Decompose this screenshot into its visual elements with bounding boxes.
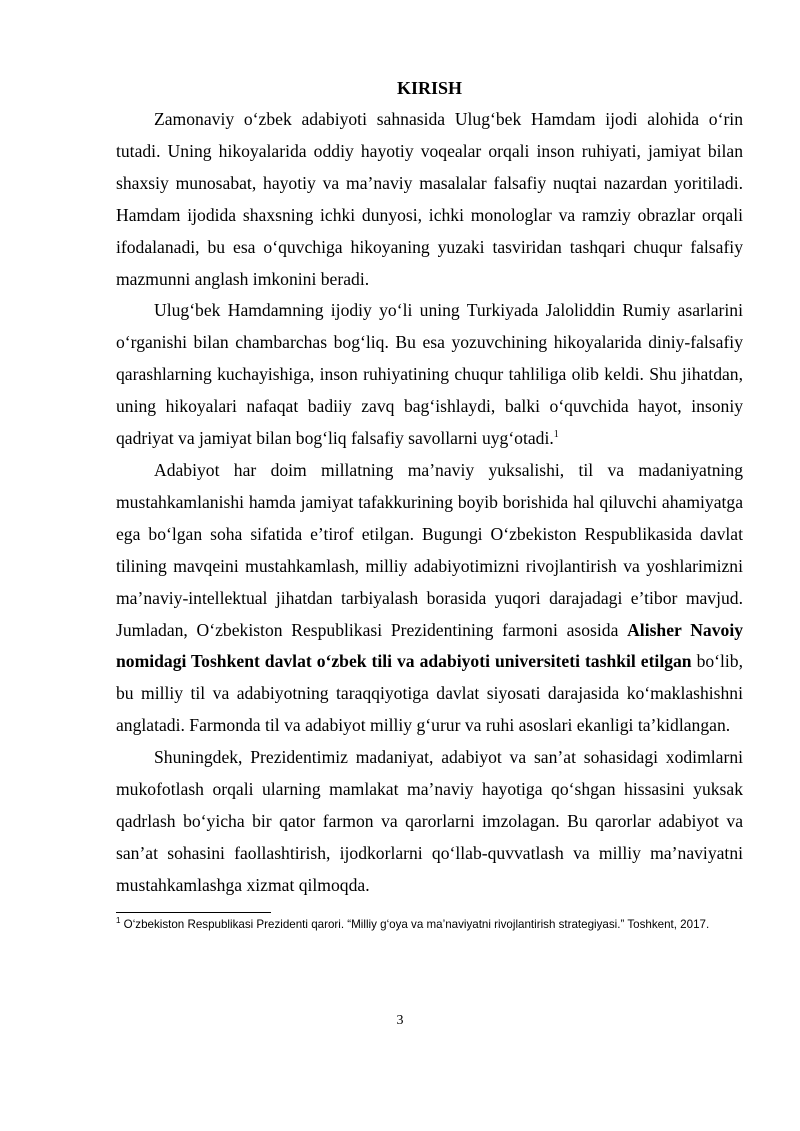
university-name-bold: Alisher Navoiy nomidagi Toshkent davlat o‘zbek tili va adabiyoti universiteti tashkil etilgan <box>116 619 744 672</box>
paragraph-2 <box>116 295 743 455</box>
footnote-text: O‘zbekiston Respublikasi Prezidenti qarori. “Milliy g‘oya va ma’naviyatni rivojlantirish strategiyasi.” Toshkent, 2017. <box>120 917 710 931</box>
footnote-marker: 1 <box>116 915 121 925</box>
footnote-separator <box>116 912 271 913</box>
paragraph-3 <box>116 455 743 742</box>
paragraph-3-text-after: bo‘lib, bu milliy til va adabiyotning taraqqiyotiga davlat siyosati darajasida ko‘maklashishni anglatadi. Farmonda til va adabiyot milliy g‘urur va ruhi asoslari ekanligi ta’kidlangan. <box>116 651 743 736</box>
section-heading: KIRISH <box>396 78 463 98</box>
footnote-reference: 1 <box>553 429 559 441</box>
paragraph-2-text: Ulug‘bek Hamdamning ijodiy yo‘li uning Turkiyada Jaloliddin Rumiy asarlarini o‘rganishi bilan chambarchas bog‘liq. Bu esa yozuvchining hikoyalarida diniy-falsafiy qarashlarning kuchayishiga, inson ruhiyatining chuqur tahliliga olib keldi. Shu jihatdan, uning hikoyalari nafaqat badiiy zavq bag‘ishlaydi, balki o‘quvchida hayot, insoniy qadriyat va jamiyat bilan bog‘liq falsafiy savollarni uyg‘otadi. <box>116 300 743 449</box>
page-number: 3 <box>396 1013 404 1028</box>
footnote <box>116 916 743 934</box>
paragraph-1: Zamonaviy o‘zbek adabiyoti sahnasida Ulug‘bek Hamdam ijodi alohida o‘rin tutadi. Uning hikoyalarida oddiy hayotiy voqealar orqali inson ruhiyati, jamiyat bilan shaxsiy munosabat, hayotiy va ma’naviy masalalar falsafiy nuqtai nazardan yoritiladi. Hamdam ijodida shaxsning ichki dunyosi, ichki monologlar va ramziy obrazlar orqali ifodalanadi, bu esa o‘quvchiga hikoyaning yuzaki tasviridan tashqari chuqur falsafiy mazmunni anglash imkonini beradi. <box>116 109 743 289</box>
paragraph-3-text-before: Adabiyot har doim millatning ma’naviy yuksalishi, til va madaniyatning mustahkamlanishi hamda jamiyat tafakkurining boyib borishida hal qiluvchi ahamiyatga ega bo‘lgan soha sifatida e’tirof etilgan. Bugungi O‘zbekiston Respublikasida davlat tilining mavqeini mustahkamlash, milliy adabiyotimizni rivojlantirish va yoshlarimizni ma’naviy-intellektual jihatdan tarbiyalash borasida yuqori darajadagi e’tibor mavjud. Jumladan, O‘zbekiston Respublikasi Prezidentining farmoni asosida <box>116 459 743 640</box>
paragraph-4: Shuningdek, Prezidentimiz madaniyat, adabiyot va san’at sohasidagi xodimlarni mukofotlash orqali ularning mamlakat ma’naviy hayotiga qo‘shgan hissasini yuksak qadrlash bo‘yicha bir qator farmon va qarorlarni imzolagan. Bu qarorlar adabiyot va san’at sohasini faollashtirish, ijodkorlarni qo‘llab-quvvatlash va milliy ma’naviyatni mustahkamlashga xizmat qilmoqda. <box>116 747 743 895</box>
